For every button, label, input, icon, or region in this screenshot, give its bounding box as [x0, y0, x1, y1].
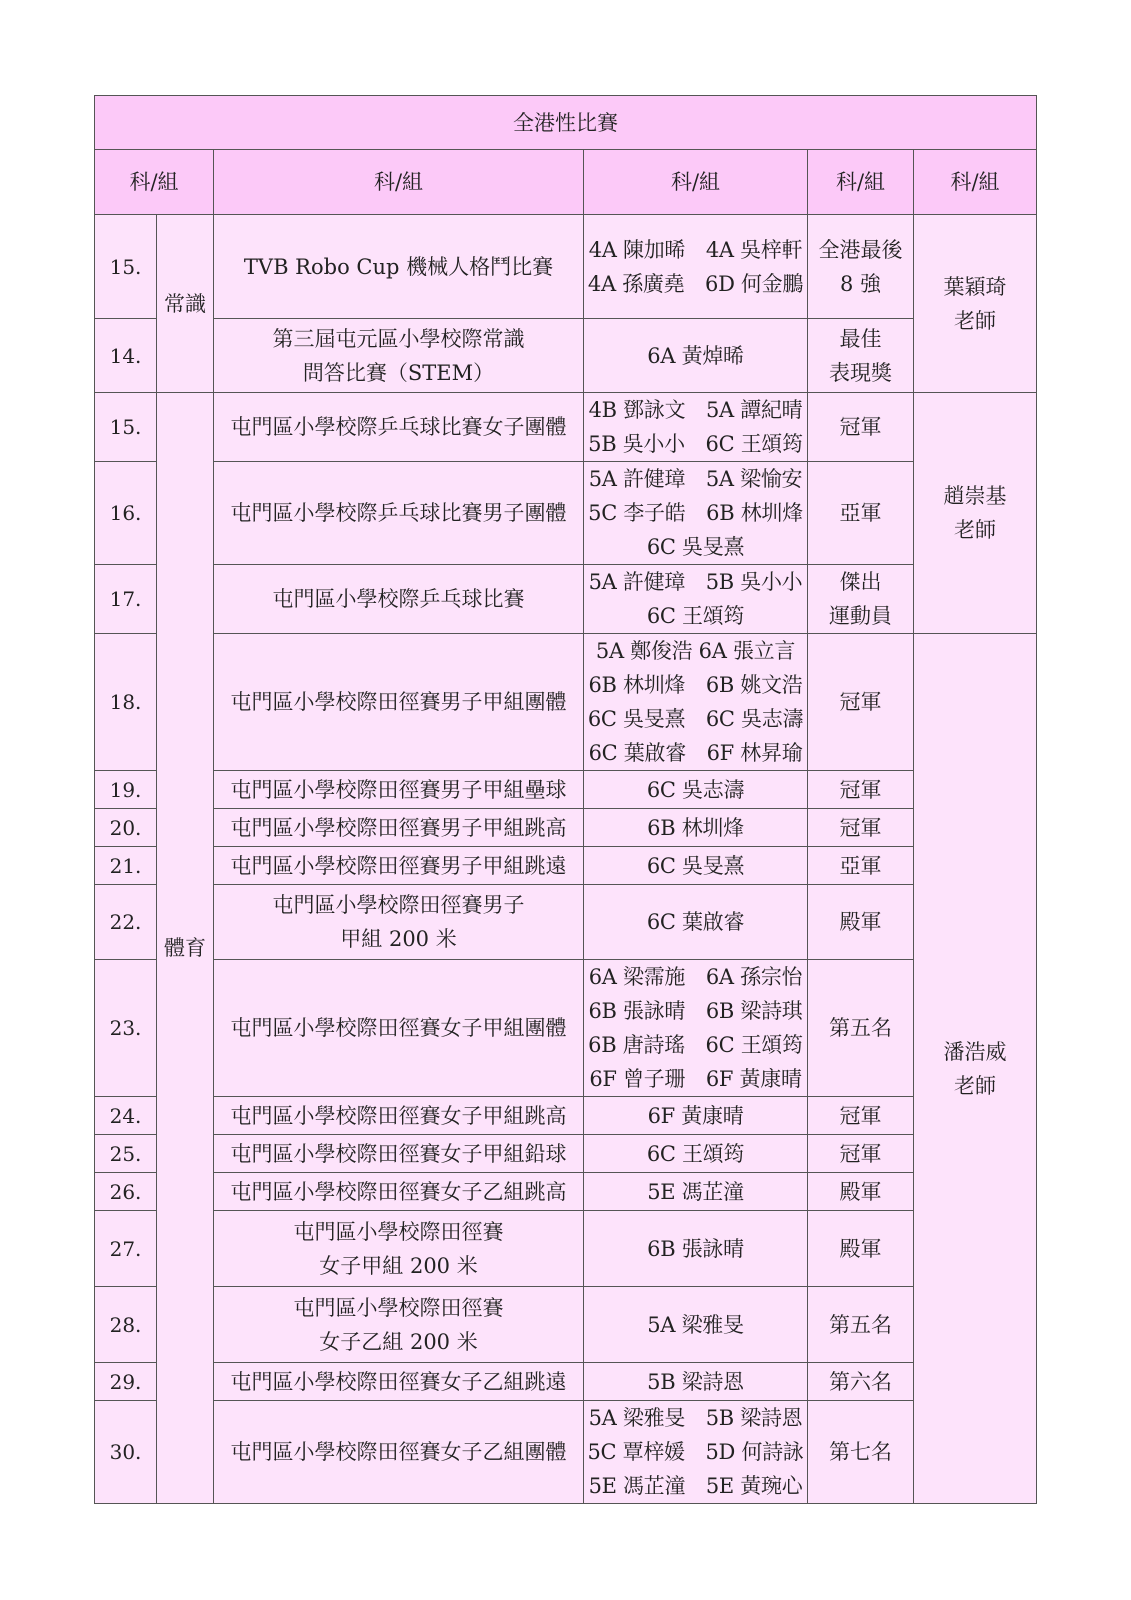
students [584, 319, 808, 393]
award [808, 634, 914, 771]
table-row [95, 1401, 1037, 1504]
teacher-line: 老師 [954, 308, 997, 333]
event-name [214, 1097, 584, 1135]
table-row [95, 565, 1037, 634]
table-row [95, 1287, 1037, 1363]
teacher [914, 393, 1037, 634]
students [584, 1363, 808, 1401]
award-line: 冠軍 [839, 1141, 882, 1166]
students-line: 5B 吳小小 6C 王頌筠 [588, 432, 803, 456]
table-row [95, 1097, 1037, 1135]
students-line: 5A 梁雅旻 [647, 1312, 744, 1337]
event-name-line: 屯門區小學校際田徑賽女子甲組團體 [230, 1016, 567, 1040]
title-row [95, 96, 1037, 150]
table-row [95, 771, 1037, 809]
table-row [95, 1363, 1037, 1401]
students-line: 5A 梁雅旻 5B 梁詩恩 [588, 1406, 803, 1430]
students-line: 5A 許健璋 5A 梁愉安 [588, 467, 803, 491]
row-number: 16. [95, 462, 157, 565]
event-name-line: 屯門區小學校際乒乓球比賽女子團體 [230, 415, 567, 439]
table-row [95, 847, 1037, 885]
students [584, 1173, 808, 1211]
students-line: 6B 唐詩瑤 6C 王頌筠 [588, 1033, 803, 1057]
row-number: 22. [95, 885, 157, 960]
award [808, 215, 914, 319]
header-row [95, 150, 1037, 215]
subject-cell: 體育 [157, 393, 214, 1504]
award [808, 1401, 914, 1504]
students-line: 6C 吳旻熹 6C 吳志濤 [587, 707, 804, 731]
teacher-line: 潘浩威 [943, 1039, 1007, 1064]
teacher-line: 葉穎琦 [943, 274, 1007, 299]
event-name-line: 甲組 200 米 [340, 927, 457, 951]
students-line: 5C 覃梓媛 5D 何詩詠 [587, 1440, 804, 1464]
award-line: 第六名 [829, 1369, 892, 1394]
row-number: 26. [95, 1173, 157, 1211]
students [584, 215, 808, 319]
table-title: 全港性比賽 [95, 96, 1037, 150]
column-header: 科/組 [914, 150, 1037, 215]
teacher-line: 趙崇基 [943, 484, 1007, 508]
event-name [214, 885, 584, 960]
table-row [95, 462, 1037, 565]
award-line: 殿軍 [839, 1179, 882, 1204]
students [584, 1287, 808, 1363]
students [584, 960, 808, 1097]
award-line: 亞軍 [839, 501, 882, 525]
event-name [214, 1173, 584, 1211]
event-name-line: 屯門區小學校際乒乓球比賽 [272, 587, 525, 611]
table-row [95, 393, 1037, 462]
students-line: 6B 張詠晴 [647, 1236, 744, 1261]
row-number: 20. [95, 809, 157, 847]
column-header: 科/組 [808, 150, 914, 215]
event-name-line: 屯門區小學校際乒乓球比賽男子團體 [230, 501, 567, 525]
table-row [95, 1135, 1037, 1173]
students-line: 6C 葉啟睿 6F 林昇瑜 [588, 741, 803, 765]
students [584, 1135, 808, 1173]
students-line: 6B 張詠晴 6B 梁詩琪 [588, 999, 803, 1023]
award [808, 1097, 914, 1135]
row-number: 27. [95, 1211, 157, 1287]
row-number: 17. [95, 565, 157, 634]
award-line: 8 強 [839, 271, 882, 296]
row-number: 29. [95, 1363, 157, 1401]
students-line: 4B 鄧詠文 5A 譚紀晴 [588, 398, 803, 422]
award-line: 冠軍 [839, 415, 882, 439]
row-number: 15. [95, 393, 157, 462]
event-name-line: 問答比賽（STEM） [302, 360, 495, 385]
students [584, 1401, 808, 1504]
award-line: 第五名 [829, 1016, 892, 1040]
table-row [95, 1211, 1037, 1287]
students [584, 1211, 808, 1287]
award [808, 960, 914, 1097]
students-line: 6A 黃焯晞 [647, 343, 744, 368]
event-name [214, 565, 584, 634]
column-header: 科/組 [95, 150, 214, 215]
row-number: 15. [95, 215, 157, 319]
event-name [214, 1135, 584, 1173]
event-name-line: 屯門區小學校際田徑賽女子乙組團體 [230, 1440, 567, 1464]
students-line: 6F 曾子珊 6F 黃康晴 [589, 1067, 802, 1091]
event-name-line: 屯門區小學校際田徑賽男子甲組跳高 [230, 815, 567, 840]
event-name-line: 屯門區小學校際田徑賽男子 [272, 893, 525, 917]
event-name-line: 屯門區小學校際田徑賽女子乙組跳遠 [230, 1369, 567, 1394]
students-line: 6F 黃康晴 [647, 1103, 744, 1128]
students-line: 6B 林圳烽 6B 姚文浩 [588, 673, 803, 697]
event-name-line: 屯門區小學校際田徑賽男子甲組團體 [230, 690, 567, 714]
event-name-line: 屯門區小學校際田徑賽男子甲組跳遠 [230, 853, 567, 878]
awards-table-body [95, 96, 1037, 1504]
table-row [95, 319, 1037, 393]
award [808, 1363, 914, 1401]
students-line: 6C 王頌筠 [646, 1141, 745, 1166]
award [808, 319, 914, 393]
students [584, 847, 808, 885]
award-line: 第七名 [829, 1440, 892, 1464]
students-line: 6A 梁霈施 6A 孫宗怡 [588, 965, 803, 989]
table-row [95, 885, 1037, 960]
event-name [214, 1287, 584, 1363]
award-line: 亞軍 [839, 853, 882, 878]
event-name-line: 屯門區小學校際田徑賽女子乙組跳高 [230, 1179, 567, 1204]
column-header: 科/組 [214, 150, 584, 215]
event-name [214, 960, 584, 1097]
award [808, 462, 914, 565]
award [808, 1211, 914, 1287]
students-line: 6C 王頌筠 [646, 604, 745, 628]
event-name [214, 215, 584, 319]
students-line: 5A 鄭俊浩 6A 張立言 [595, 639, 796, 663]
award [808, 565, 914, 634]
table-row [95, 634, 1037, 771]
students-line: 4A 孫廣堯 6D 何金鵬 [587, 271, 804, 296]
award [808, 847, 914, 885]
awards-table [94, 95, 1037, 1504]
award-line: 全港最後 [818, 237, 903, 262]
students [584, 565, 808, 634]
table-row [95, 215, 1037, 319]
students [584, 885, 808, 960]
students [584, 462, 808, 565]
event-name-line: 屯門區小學校際田徑賽男子甲組壘球 [230, 777, 567, 802]
event-name-line: 屯門區小學校際田徑賽女子甲組鉛球 [230, 1141, 567, 1166]
award-line: 最佳 [839, 326, 882, 351]
award-line: 第五名 [829, 1312, 892, 1337]
award-line: 冠軍 [839, 1103, 882, 1128]
award-line: 傑出 [839, 570, 882, 594]
award-line: 運動員 [829, 604, 892, 628]
students [584, 771, 808, 809]
award-line: 殿軍 [839, 910, 882, 934]
award-line: 殿軍 [839, 1236, 882, 1261]
column-header: 科/組 [584, 150, 808, 215]
event-name [214, 634, 584, 771]
row-number: 21. [95, 847, 157, 885]
row-number: 25. [95, 1135, 157, 1173]
event-name [214, 1211, 584, 1287]
students-line: 5A 許健璋 5B 吳小小 [588, 570, 803, 594]
table-row [95, 960, 1037, 1097]
teacher-line: 老師 [954, 1073, 997, 1098]
event-name-line: 第三屆屯元區小學校際常識 [272, 326, 525, 351]
event-name-line: TVB Robo Cup 機械人格鬥比賽 [243, 254, 554, 279]
students [584, 634, 808, 771]
students-line: 5C 李子皓 6B 林圳烽 [588, 501, 803, 525]
event-name [214, 771, 584, 809]
event-name [214, 393, 584, 462]
award-line: 冠軍 [839, 690, 882, 714]
event-name-line: 屯門區小學校際田徑賽 [293, 1295, 504, 1320]
students-line: 6C 葉啟睿 [646, 910, 745, 934]
students-line: 6C 吳旻熹 [646, 853, 745, 878]
subject-cell: 常識 [157, 215, 214, 393]
teacher [914, 215, 1037, 393]
students-line: 6C 吳旻熹 [646, 535, 745, 559]
students-line: 5E 馮芷潼 5E 黃琬心 [588, 1474, 803, 1498]
award [808, 885, 914, 960]
students [584, 809, 808, 847]
award [808, 771, 914, 809]
award [808, 1173, 914, 1211]
award [808, 1135, 914, 1173]
event-name-line: 女子乙組 200 米 [319, 1329, 478, 1354]
event-name [214, 462, 584, 565]
event-name [214, 319, 584, 393]
award [808, 809, 914, 847]
students [584, 393, 808, 462]
students [584, 1097, 808, 1135]
event-name-line: 屯門區小學校際田徑賽 [293, 1219, 504, 1244]
table-row [95, 1173, 1037, 1211]
row-number: 18. [95, 634, 157, 771]
row-number: 30. [95, 1401, 157, 1504]
event-name-line: 屯門區小學校際田徑賽女子甲組跳高 [230, 1103, 567, 1128]
event-name [214, 1363, 584, 1401]
students-line: 6C 吳志濤 [646, 777, 745, 802]
event-name-line: 女子甲組 200 米 [319, 1253, 478, 1278]
award-line: 冠軍 [839, 815, 882, 840]
row-number: 19. [95, 771, 157, 809]
students-line: 6B 林圳烽 [647, 815, 744, 840]
award-line: 冠軍 [839, 777, 882, 802]
students-line: 4A 陳加晞 4A 吳梓軒 [588, 237, 803, 262]
teacher [914, 634, 1037, 1504]
row-number: 14. [95, 319, 157, 393]
event-name [214, 847, 584, 885]
students-line: 5E 馮芷潼 [647, 1179, 744, 1204]
row-number: 28. [95, 1287, 157, 1363]
event-name [214, 1401, 584, 1504]
teacher-line: 老師 [954, 518, 997, 542]
award [808, 393, 914, 462]
event-name [214, 809, 584, 847]
row-number: 24. [95, 1097, 157, 1135]
row-number: 23. [95, 960, 157, 1097]
table-row [95, 809, 1037, 847]
students-line: 5B 梁詩恩 [647, 1369, 744, 1394]
award [808, 1287, 914, 1363]
award-line: 表現獎 [829, 360, 892, 385]
